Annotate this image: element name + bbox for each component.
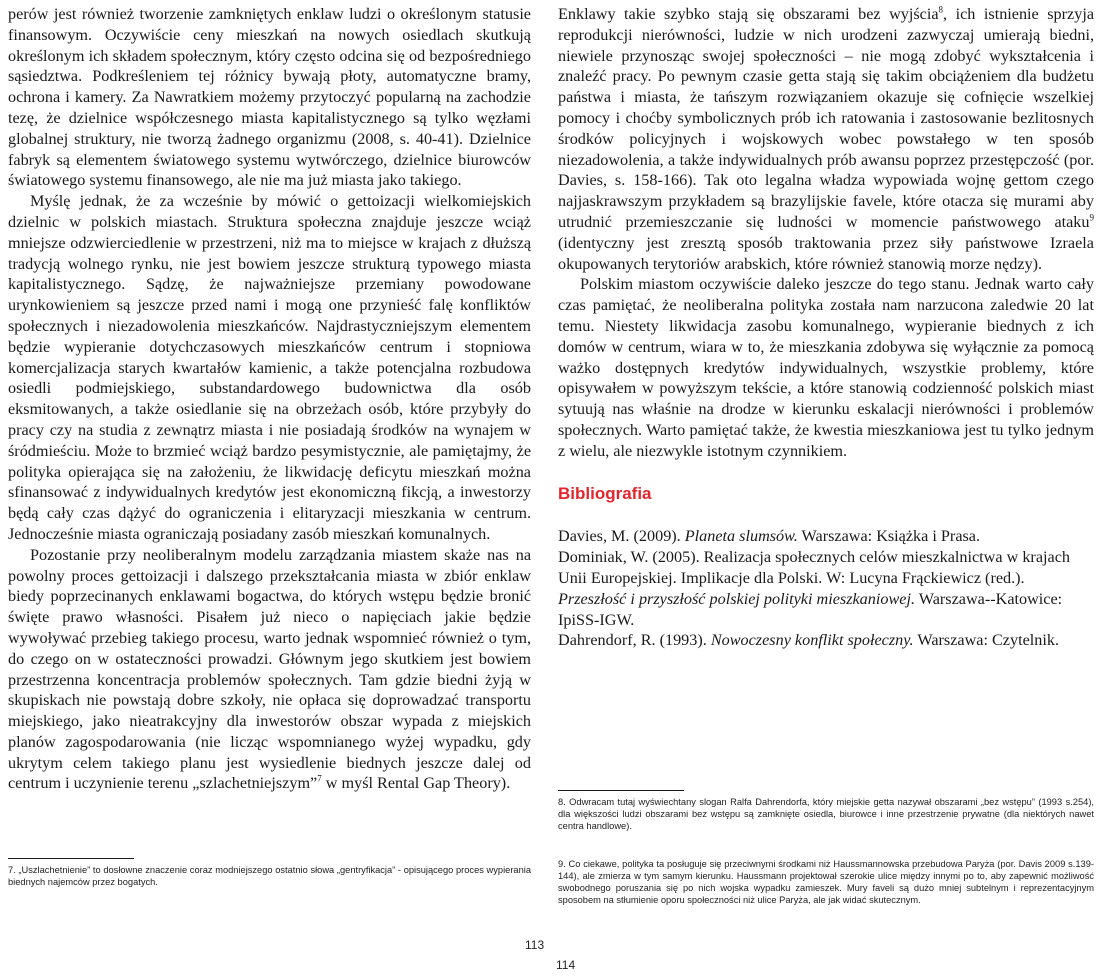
bibliography-heading: Bibliografia [558, 483, 652, 503]
paragraph-text: , ich istnienie sprzyja reprodukcji nierówności, ludzie w nich urodzeni zazwyczaj umierają biedni, niewiele przynosząc swojej społeczności – nie mogą zdobyć wykształcenia i znaleźć pracy. Po pewnym czasie getta stają się takim obciążeniem dla budżetu państwa i miasta, że tańszym rozwiązaniem okazuje się cofnięcie wszelkiej pomocy i choćby symbolicznych prób ich ratowania i zastosowanie bezlitosnych środków policyjnych i wojskowych wobec powstałego w ten sposób niezadowolenia, a także indywidualnych prób awansu poprzez przestępczość (por. Davies, s. 158-166). Tak oto legalna władza wypowiada wojnę gettom czego najjaskrawszym przykładem są brazylijskie favele, które otacza się murami aby utrudnić przemieszczanie się ludności w momencie państwowego ataku [558, 5, 1095, 231]
bib-text: Dominiak, W. (2005). Realizacja społecznych celów mieszkalnictwa w krajach Unii Europejskiej. Implikacje dla Polski. W: Lucyna Frąckiewicz (red.). [558, 548, 1070, 587]
footnote-divider [558, 790, 684, 791]
right-column-text [558, 4, 1094, 651]
bib-text: Warszawa--Katowice: IpiSS-IGW. [558, 589, 1063, 629]
page-number-right: 114 [556, 958, 576, 972]
paragraph-text: w myśl Rental Gap Theory). [321, 774, 511, 793]
paragraph [8, 545, 531, 795]
paragraph [558, 4, 1094, 274]
bibliography-entry [558, 630, 1094, 651]
bib-title: Planeta slumsów. [684, 527, 798, 546]
footnote-9: 9. Co ciekawe, polityka ta posługuje się przeciwnymi środkami niż Haussmannowska przebudowa Paryża (por. Davis 2009 s.139-144), ale zmierza w tym samym kierunku. Haussmann projektował szerokie ulice między innymi po to, aby zapewnić możliwość swobodnego poruszania się po nich wojska wypadku zamieszek. Mury faveli są dużo mniej subtelnym i reprezentacyjnym sposobem na stłumienie oporu społeczności niż ulice Paryża, ale jak widać skutecznym. [558, 859, 1094, 905]
footnote-ref-8[interactable]: 8 [938, 4, 944, 15]
footnote-7: 7. „Uszlachetnienie” to dosłowne znaczenie coraz modniejszego ostatnio słowa „gentryfikacja” - opisującego proces wypierania biednych najemców przez bogatych. [8, 865, 531, 887]
paragraph: Myślę jednak, że za wcześnie by mówić o gettoizacji wielkomiejskich dzielnic w polskich miastach. Struktura społeczna znajduje jeszcze wciąż mniejsze odzwierciedlenie w przestrzeni, niż ma to miejsce w krajach z dłuższą tradycją wolnego rynku, nie jest bowiem jeszcze strukturą typowego miasta kapitalistycznego. Sądzę, że najważniejsze przemiany powodowane urynkowieniem są jeszcze przed nami i mogą one przynieść falę konfliktów społecznych i niezadowolenia mieszkańców. Najdrastyczniejszym elementem będzie wypieranie dotychczasowych mieszkańców centrum i stopniowa komercjalizacja starych kwartałów kamienic, a także potencjalna rozbudowa osiedli podmiejskiego, substandardowego budownictwa dla osób eksmitowanych, a także osiedlanie się na obrzeżach osób, które przybyły do pracy czy na studia z zewnątrz miasta i nie posiadają środków na wynajem w śródmieściu. Może to brzmieć wciąż bardzo pesymistycznie, ale pamiętajmy, że polityka opierająca się na założeniu, że likwidację deficytu mieszkań można sfinansować z indywidualnych kredytów jest ekonomiczną fikcją, a inwestorzy będą cały czas dążyć do ograniczenia i elitaryzacji mieszkania w centrum. Jednocześnie miasta ograniczają posiadany zasób mieszkań komunalnych. [8, 192, 531, 543]
left-column-text [8, 4, 531, 794]
bib-text: Warszawa: Książka i Prasa. [797, 527, 981, 546]
bib-title: Nowoczesny konflikt społeczny. [710, 631, 914, 650]
bibliography-entry [558, 526, 1094, 547]
paragraph: Polskim miastom oczywiście daleko jeszcze do tego stanu. Jednak warto cały czas pamiętać, że neoliberalna polityka została nam narzucona zaledwie 20 lat temu. Niestety likwidacja zasobu komunalnego, wypieranie biednych z ich domów w centrum, wiara w to, że mieszkania zdobywa się wyłącznie za pomocą ważko dostępnych kredytów indywidualnych, wszystkie problemy, które opisywałem w powyższym tekście, a które stanowią codzienność polskich miast sytuują nas właśnie na drodze w kierunku eskalacji nierówności i problemów społecznych. Warto pamiętać także, że kwestia mieszkaniowa jest tu tylko jednym z wielu, ale niezwykle istotnym czynnikiem. [558, 275, 1094, 460]
bib-text: Warszawa: Czytelnik. [913, 631, 1059, 650]
page-number-left: 113 [525, 938, 545, 952]
footnote-8: 8. Odwracam tutaj wyświechtany slogan Ralfa Dahrendorfa, który miejskie getta nazywał obszarami „bez wstępu” (1993 s.254), dla większości ludzi obszarami bez wstępu są zamknięte osiedla, biurowce i inne przestrzenie prywatne (dla niektórych nawet centra handlowe). [558, 797, 1094, 831]
footnote-ref-7[interactable]: 7 [317, 774, 322, 785]
paragraph-text: Pozostanie przy neoliberalnym modelu zarządzania miastem skaże nas na powolny proces gettoizacji i dalszego przekształcania miasta w zbiór enklaw biedy poprzecinanych enklawami bogactwa, do których wstępu będzie bronić święte prawo własności. Pisałem już nieco o napięciach jakie będzie wywoływać przebieg takiego procesu, warto jednak wspomnieć również o tym, do czego on w ostateczności prowadzi. Głównym jego skutkiem jest bowiem przestrzenna koncentracja problemów społecznych. Tam gdzie biedni żyją w skupiskach nie powstają dobre szkoły, nie opłaca się doprowadzać transportu miejskiego, jako nieatrakcyjny dla inwestorów obszar wypada z miejskich planów zagospodarowania (nie licząc wspomnianego wyżej wypadku, gdy ukrytym celem takiego planu jest wysiedlenie biednych jeszcze dalej od centrum i uczynienie terenu „szlachetniejszym” [8, 545, 531, 793]
paragraph-text: Enklawy takie szybko stają się obszarami bez wyjścia [558, 5, 939, 23]
bib-text: Davies, M. (2009). [558, 527, 685, 546]
bib-title: Przeszłość i przyszłość polskiej polityki mieszkaniowej. [558, 589, 915, 608]
footnote-divider [8, 858, 134, 859]
footnote-ref-9[interactable]: 9 [1089, 212, 1094, 223]
paragraph-text: (identyczny jest zresztą sposób traktowania przez siły państwowe Izraela okupowanych terytoriów arabskich, które również stanowią morze nędzy). [558, 233, 1094, 273]
bibliography-entry [558, 547, 1094, 630]
paragraph: perów jest również tworzenie zamkniętych enklaw ludzi o określonym statusie finansowym. Oczywiście ceny mieszkań na nowych osiedlach skutkują określonym ich składem społecznym, który często odcina się od bezpośredniego sąsiedztwa. Podkreśleniem tej różnicy bywają płoty, automatyczne bramy, ochrona i kamery. Za Nawratkiem możemy przytoczyć popularną na zachodzie tezę, że dzielnice współczesnego miasta kapitalistycznego są tylko węzłami globalnej struktury, nie tworzą żadnego organizmu (2008, s. 40-41). Dzielnice fabryk są elementem światowego systemu wytwórczego, dzielnice biurowców światowego systemu finansowego, ale nie ma już miasta jako takiego. [8, 5, 531, 190]
bib-text: Dahrendorf, R. (1993). [558, 631, 711, 650]
